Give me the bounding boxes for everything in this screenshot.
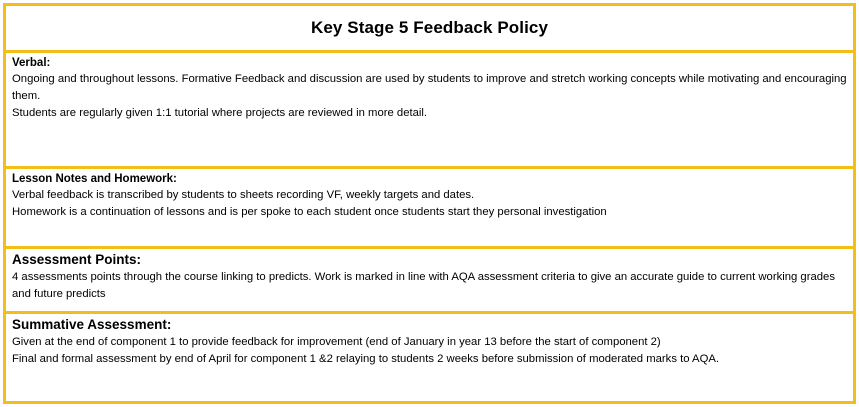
section-assessment-points: [3, 246, 856, 311]
feedback-policy-table: [3, 3, 856, 404]
section-text-lesson-notes-line-2: Homework is a continuation of lessons and is per spoke to each student once students start they personal investigation: [12, 206, 607, 218]
section-verbal: [3, 50, 856, 166]
section-heading-summative-assessment: Summative Assessment:: [12, 317, 172, 332]
section-text-verbal-line-1: Ongoing and throughout lessons. Formative Feedback and discussion are used by students to improve and stretch working concepts while motivating and encouraging them.: [12, 73, 847, 102]
title-cell: [3, 3, 856, 50]
section-summative-assessment: [3, 311, 856, 404]
section-text-summative-line-1: Given at the end of component 1 to provide feedback for improvement (end of January in year 13 before the start of component 2): [12, 336, 661, 348]
section-text-verbal-line-2: Students are regularly given 1:1 tutorial where projects are reviewed in more detail.: [12, 107, 428, 119]
section-lesson-notes-homework: [3, 166, 856, 246]
section-heading-lesson-notes: Lesson Notes and Homework:: [12, 173, 177, 185]
section-text-summative-line-2: Final and formal assessment by end of April for component 1 &2 relaying to students 2 weeks before submission of moderated marks to AQA.: [12, 353, 720, 365]
page-title: Key Stage 5 Feedback Policy: [310, 18, 549, 37]
section-heading-assessment-points: Assessment Points:: [12, 252, 142, 267]
section-heading-verbal: Verbal:: [12, 57, 51, 69]
section-text-lesson-notes-line-1: Verbal feedback is transcribed by students to sheets recording VF, weekly targets and dates.: [12, 189, 475, 201]
section-text-assessment-points-line-1: 4 assessments points through the course linking to predicts. Work is marked in line with AQA assessment criteria to give an accurate guide to current working grades and future predicts: [12, 271, 835, 300]
